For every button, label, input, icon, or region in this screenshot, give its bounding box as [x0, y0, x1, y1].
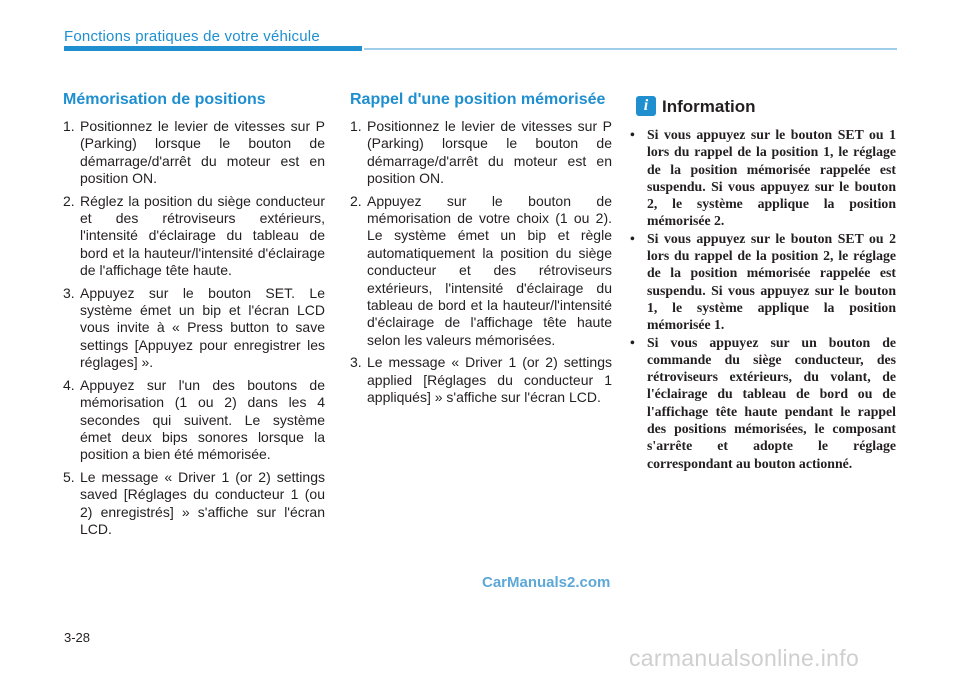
step-number: 4. — [63, 376, 75, 393]
step-number: 5. — [63, 468, 75, 485]
step-number: 1. — [350, 118, 362, 134]
step-text: Appuyez sur le bouton de mémorisation de votre choix (1 ou 2). Le système émet un bip et règle automatiquement la position du siège conducteur et des rétroviseurs extérieurs, l'intensité d'éclairage du tableau de bord et la hauteur/l'intensité d'éclairage de l'affichage tête haute selon les valeurs mémorisées. — [367, 192, 612, 348]
step-item — [63, 285, 325, 372]
section-title-memorisation: Mémorisation de positions — [63, 91, 266, 108]
header-title: Fonctions pratiques de votre véhicule — [64, 28, 320, 45]
information-title: Information — [662, 97, 756, 116]
information-list — [630, 126, 896, 472]
section-rappel — [350, 92, 612, 412]
step-item — [63, 469, 325, 539]
step-number: 3. — [63, 284, 75, 301]
step-item — [63, 193, 325, 280]
step-number: 1. — [63, 118, 75, 134]
steps-list-rappel — [350, 118, 612, 407]
header-rule — [64, 46, 362, 51]
step-text: Positionnez le levier de vitesses sur P (Parking) lorsque le bouton de démarrage/d'arrêt du moteur est en position ON. — [367, 118, 612, 187]
information-header — [630, 96, 896, 118]
step-text: Réglez la position du siège conducteur et des rétroviseurs extérieurs, l'intensité d'éclairage du tableau de bord et la hauteur/l'intensité d'éclairage de l'affichage tête haute. — [80, 192, 325, 279]
information-item — [630, 334, 896, 472]
bullet-mark: • — [630, 334, 635, 350]
bullet-mark: • — [630, 230, 635, 246]
step-number: 2. — [63, 192, 75, 209]
steps-list-memorisation — [63, 118, 325, 538]
page-number: 3-28 — [64, 630, 91, 645]
header-rule-light — [364, 48, 897, 50]
section-information — [630, 92, 896, 472]
step-number: 2. — [350, 192, 362, 209]
step-text: Le message « Driver 1 (or 2) settings saved [Réglages du conducteur 1 (ou 2) enregistrés] » s'affiche sur l'écran LCD. — [80, 468, 325, 537]
section-memorisation — [63, 92, 325, 543]
step-text: Appuyez sur le bouton SET. Le système émet un bip et l'écran LCD vous invite à « Press button to save settings [Appuyez pour enregistrer les réglages] ». — [80, 284, 325, 371]
step-item — [63, 118, 325, 188]
information-text: Si vous appuyez sur un bouton de commande du siège conducteur, des rétroviseurs extérieurs, du volant, de l'éclairage du tableau de bord ou de l'affichage tête haute pendant le rappel des positions mémorisées, le composant s'arrête et adopte le réglage correspondant au bouton actionné. — [647, 334, 896, 471]
step-item — [63, 377, 325, 464]
information-text: Si vous appuyez sur le bouton SET ou 1 lors du rappel de la position 1, le réglage de la position mémorisée rappelée est suspendu. Si vous appuyez sur le bouton 2, le système applique la position mémorisée 2. — [647, 127, 896, 229]
information-item — [630, 230, 896, 334]
step-text: Appuyez sur l'un des boutons de mémorisation (1 ou 2) dans les 4 secondes qui suivent. Le système émet deux bips sonores lorsque la position a bien été mémorisée. — [80, 376, 325, 463]
step-number: 3. — [350, 354, 362, 371]
footer-watermark: carmanualsonline.info — [629, 645, 860, 671]
step-item — [350, 193, 612, 350]
info-icon: i — [636, 96, 656, 116]
step-item — [350, 118, 612, 188]
section-title-rappel: Rappel d'une position mémorisée — [350, 91, 606, 108]
step-text: Positionnez le levier de vitesses sur P (Parking) lorsque le bouton de démarrage/d'arrêt du moteur est en position ON. — [80, 118, 325, 187]
watermark-link[interactable]: CarManuals2.com — [482, 574, 611, 591]
information-text: Si vous appuyez sur le bouton SET ou 2 lors du rappel de la position 2, le réglage de la position mémorisée rappelée est suspendu. Si vous appuyez sur le bouton 1, le système applique la position mémorisée 1. — [647, 230, 896, 333]
bullet-mark: • — [630, 127, 635, 142]
step-item — [350, 354, 612, 406]
information-item — [630, 126, 896, 230]
step-text: Le message « Driver 1 (or 2) settings applied [Réglages du conducteur 1 appliqués] » s'affiche sur l'écran LCD. — [367, 354, 612, 406]
